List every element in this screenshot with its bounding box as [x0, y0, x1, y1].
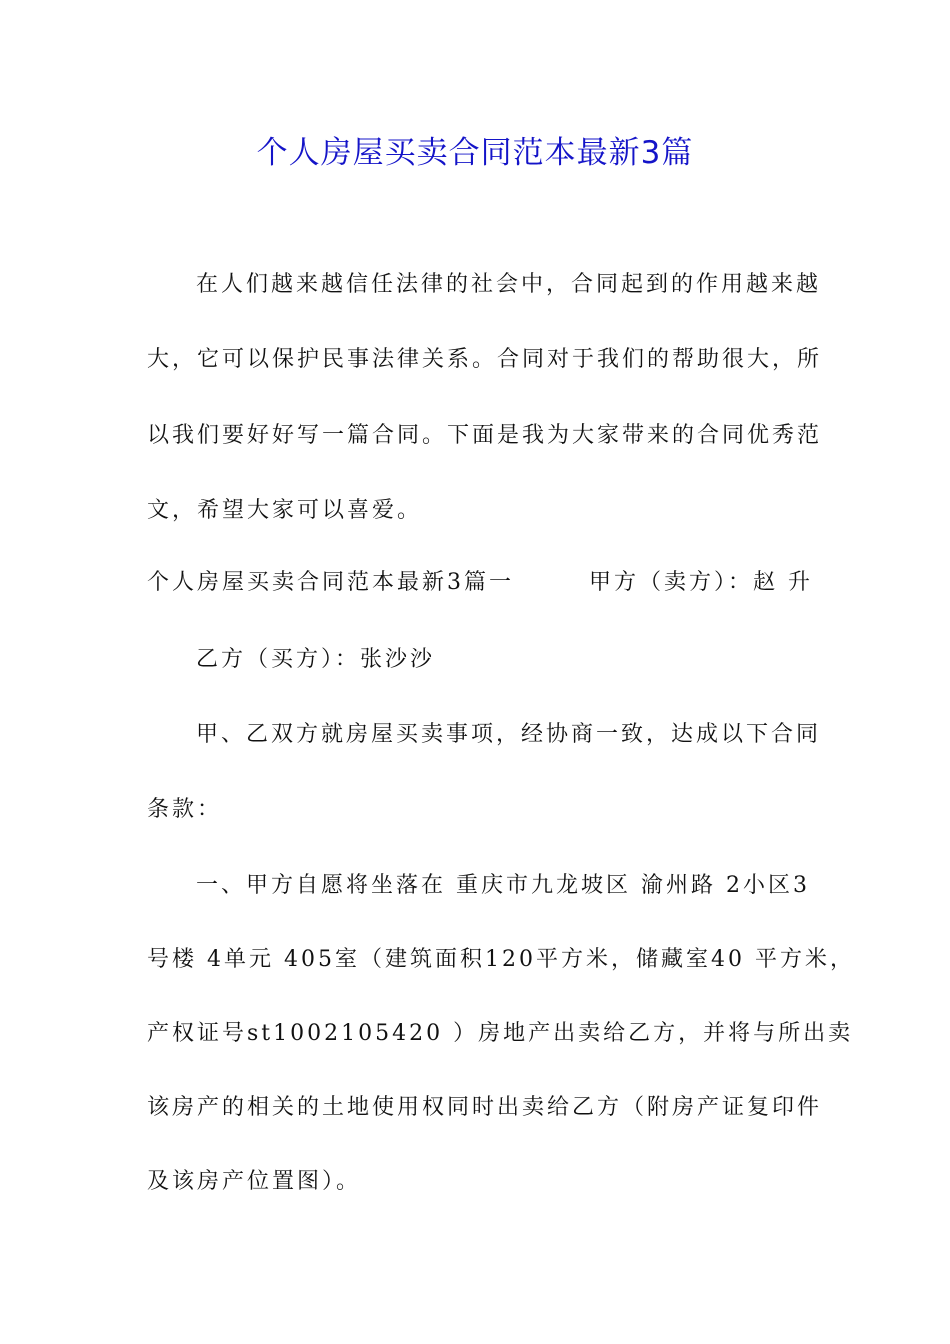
- paragraph-line: 一、甲方自愿将坐落在 重庆市九龙坡区 渝州路 2小区3: [196, 873, 810, 898]
- section-heading-line: 个人房屋买卖合同范本最新3篇一 甲方（卖方）：赵 升: [147, 570, 813, 595]
- paragraph-line: 以我们要好好写一篇合同。下面是我为大家带来的合同优秀范: [147, 423, 823, 448]
- paragraph-line: 条款：: [147, 797, 223, 822]
- paragraph-line: 乙方（买方）：张沙沙: [196, 647, 436, 672]
- paragraph-line: 在人们越来越信任法律的社会中，合同起到的作用越来越: [196, 272, 822, 297]
- paragraph-line: 文，希望大家可以喜爱。: [147, 498, 423, 523]
- paragraph-line: 产权证号st1002105420 ）房地产出卖给乙方，并将与所出卖: [147, 1021, 854, 1046]
- paragraph-line: 甲、乙双方就房屋买卖事项，经协商一致，达成以下合同: [196, 722, 822, 747]
- paragraph-line: 及该房产位置图）。: [147, 1169, 362, 1194]
- paragraph-line: 该房产的相关的土地使用权同时出卖给乙方（附房产证复印件: [147, 1095, 823, 1120]
- document-title: 个人房屋买卖合同范本最新3篇: [256, 135, 694, 171]
- paragraph-line: 号楼 4单元 405室（建筑面积120平方米，储藏室40 平方米，: [147, 947, 855, 972]
- paragraph-line: 大，它可以保护民事法律关系。合同对于我们的帮助很大，所: [147, 347, 823, 372]
